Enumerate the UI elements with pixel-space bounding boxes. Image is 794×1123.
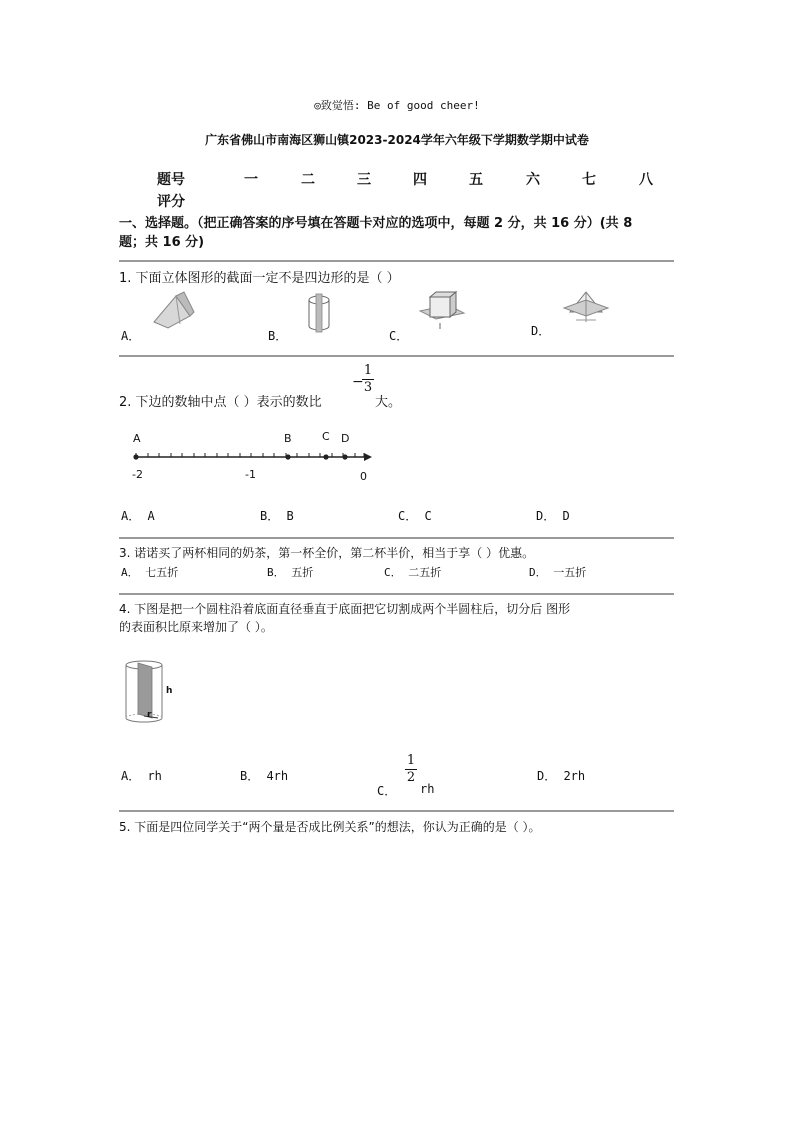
q1-option-c[interactable]: C． [389,329,409,343]
q4-option-c-fraction [405,754,417,785]
axis-point-c-label: C [322,430,330,443]
axis-tick-label: -1 [245,468,256,481]
score-col: 五 [469,172,483,188]
q4-fraction-denominator: 2 [406,770,416,785]
q5-stem: 5. 下面是四位同学关于“两个量是否成比例关系”的想法，你认为正确的是（ ）。 [119,820,541,834]
divider [119,537,674,539]
score-col: 四 [413,172,427,188]
q4-option-a[interactable]: A． rh [121,769,162,783]
q1-option-d[interactable]: D． [531,324,551,338]
section1-heading-line2: 题；共 16 分) [119,235,205,250]
axis-tick-label: -2 [132,468,143,481]
q2-fraction-numerator: 1 [363,363,373,378]
q4-option-b[interactable]: B． 4rh [240,769,289,783]
q2-fraction-sign: − [352,374,364,390]
score-col: 三 [357,172,371,188]
q1-figure-d-pyramid-icon [562,290,610,328]
q2-fraction-denominator: 3 [363,380,373,395]
q1-option-a[interactable]: A． [121,329,141,343]
q4-stem-line2: 的表面积比原来增加了（ ）。 [119,620,273,634]
divider [119,260,674,262]
score-col: 一 [244,172,258,188]
q2-fraction [362,364,374,395]
divider [119,593,674,595]
q1-figure-b-cylinder-icon [304,292,334,334]
q4-option-c[interactable]: C． [377,784,397,798]
q2-stem-after: 大。 [375,395,402,410]
axis-tick-label: 0 [360,470,367,483]
score-row2-label: 评分 [157,194,185,210]
q4-option-d[interactable]: D． 2rh [537,769,586,783]
q2-option-b[interactable]: B． B [260,509,294,523]
q2-stem-before: 2. 下边的数轴中点（ ）表示的数比 [119,395,322,410]
section1-heading-line1: 一、选择题。（把正确答案的序号填在答题卡对应的选项中，每题 2 分，共 16 分）(共 8 [119,216,633,231]
score-col: 八 [639,172,653,188]
point-d-dot [342,454,347,459]
point-c-dot [323,454,328,459]
score-col: 七 [582,172,596,188]
q1-figure-a-triangular-prism-icon [150,290,198,330]
divider [119,810,674,812]
score-row1-label: 题号 [157,172,185,188]
q4-option-c-suffix: rh [420,782,435,796]
q3-option-d[interactable]: D． 一五折 [529,566,587,579]
q4-stem-line1: 4. 下图是把一个圆柱沿着底面直径垂直于底面把它切割成两个半圆柱后，切分后 图形 [119,602,571,616]
motto: ◎致觉悟: Be of good cheer! [314,99,480,112]
page-title: 广东省佛山市南海区狮山镇2023-2024学年六年级下学期数学期中试卷 [205,133,589,147]
q1-stem: 1. 下面立体图形的截面一定不是四边形的是（ ） [119,271,400,286]
q3-option-a[interactable]: A． 七五折 [121,566,179,579]
axis-point-d-label: D [341,432,350,445]
q1-figure-c-cube-icon [418,291,466,331]
divider [119,355,674,357]
score-col: 六 [526,172,540,188]
axis-point-a-label: A [133,432,141,445]
q3-option-b[interactable]: B． 五折 [267,566,314,579]
score-col: 二 [301,172,315,188]
point-a-dot [133,454,138,459]
q4-fraction-numerator: 1 [406,753,416,768]
q3-stem: 3. 诺诺买了两杯相同的奶茶，第一杯全价，第二杯半价，相当于享（ ）优惠。 [119,546,535,560]
q2-option-d[interactable]: D． D [536,509,570,523]
q1-option-b[interactable]: B． [268,329,288,343]
q3-option-c[interactable]: C． 二五折 [384,566,442,579]
q2-option-c[interactable]: C． C [398,509,432,523]
q4-label-r: r [147,710,152,720]
q2-option-a[interactable]: A． A [121,509,155,523]
q4-label-h: h [166,686,173,696]
axis-point-b-label: B [284,432,292,445]
point-b-dot [285,454,290,459]
